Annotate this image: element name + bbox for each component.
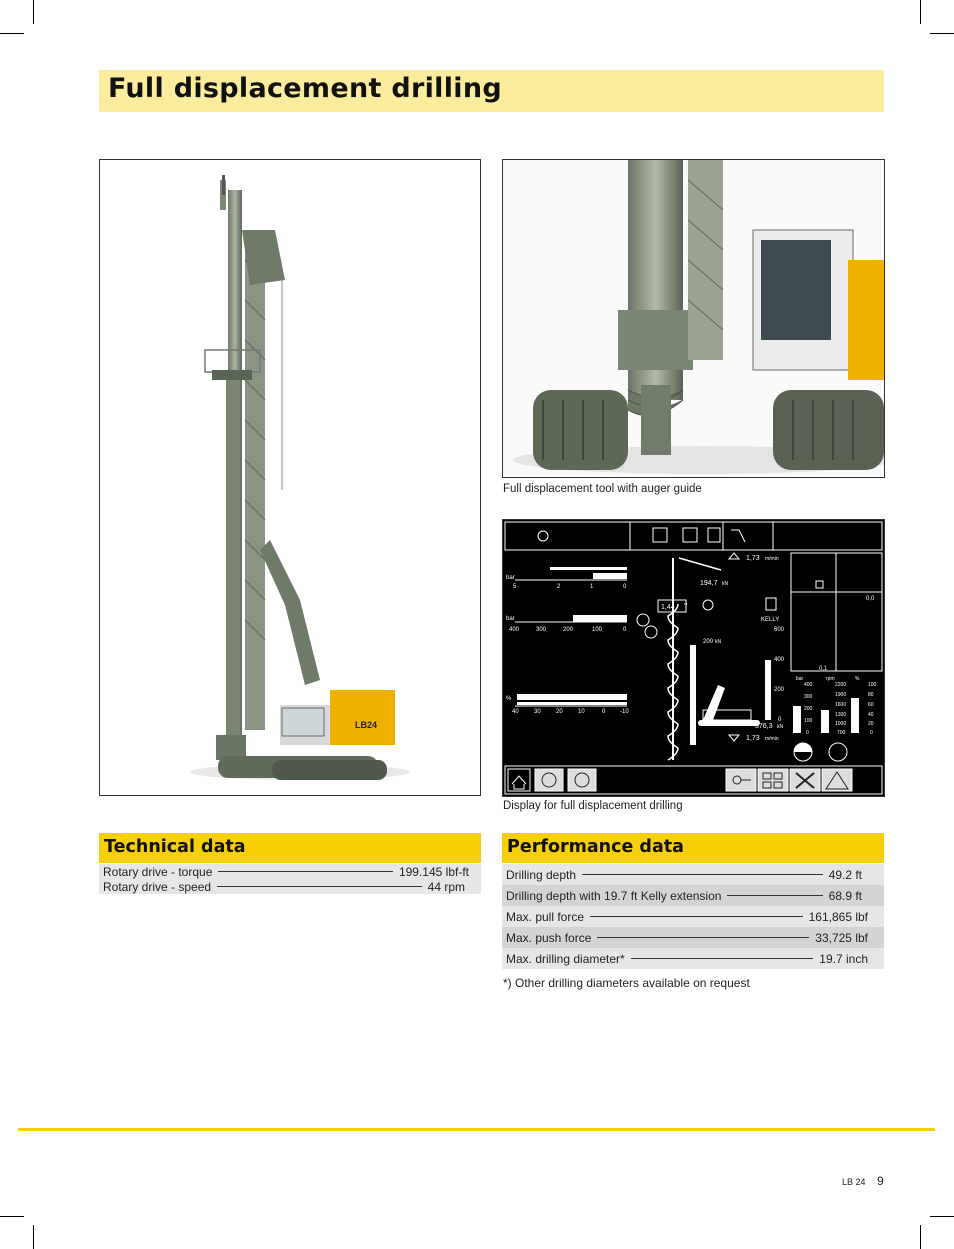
g3-tick: 0 bbox=[870, 730, 873, 736]
kn-tick: 400 bbox=[774, 657, 785, 663]
technical-label: Rotary drive - torque bbox=[103, 864, 213, 879]
performance-value: 49.2 ft bbox=[828, 867, 862, 882]
g2-tick: 1300 bbox=[835, 712, 847, 718]
scale3-tick: 30 bbox=[534, 709, 541, 715]
kelly-label: KELLY bbox=[761, 617, 780, 623]
scale1-tick: 0 bbox=[623, 584, 627, 590]
scale1-tick: 2 bbox=[557, 584, 561, 590]
speed-top-unit: m/min bbox=[765, 556, 779, 562]
force-bottom: 376,3 bbox=[755, 723, 773, 730]
displacement-tool-image bbox=[502, 159, 885, 478]
scale3-tick: 0 bbox=[602, 709, 606, 715]
performance-row bbox=[502, 906, 884, 927]
performance-row bbox=[502, 927, 884, 948]
scale1-unit: bar bbox=[506, 575, 515, 581]
technical-data-heading: Technical data bbox=[104, 837, 246, 857]
crop-mark bbox=[920, 1225, 921, 1249]
performance-label: Max. pull force bbox=[506, 909, 585, 924]
g1-tick: 200 bbox=[804, 706, 813, 712]
crop-mark bbox=[930, 33, 954, 34]
kn-tick: 0 bbox=[778, 717, 782, 723]
g3-tick: 60 bbox=[868, 702, 874, 708]
scale3-tick: 10 bbox=[578, 709, 585, 715]
performance-row bbox=[502, 885, 884, 906]
inclination-y: 0,1 bbox=[819, 666, 828, 672]
leader-line bbox=[582, 874, 823, 875]
g1-tick: 100 bbox=[804, 718, 813, 724]
kn-tick: 600 bbox=[774, 627, 785, 633]
leader-line bbox=[631, 958, 814, 959]
technical-row bbox=[99, 864, 481, 879]
drilling-rig-illustration bbox=[100, 160, 480, 795]
leader-line bbox=[727, 895, 822, 896]
leader-line bbox=[217, 886, 422, 887]
scale3-tick: 40 bbox=[512, 709, 519, 715]
performance-value: 68.9 ft bbox=[828, 888, 862, 903]
performance-data-header bbox=[502, 833, 884, 863]
tools-button[interactable] bbox=[790, 769, 820, 791]
key-button[interactable] bbox=[726, 769, 756, 791]
scale1-tick: 5 bbox=[513, 584, 517, 590]
g2-tick: 700 bbox=[837, 730, 846, 736]
speed-bottom-unit: m/min bbox=[765, 736, 779, 742]
depth-value: 1,44 bbox=[661, 604, 675, 611]
page-title-band bbox=[99, 70, 884, 112]
scale2-tick: 0 bbox=[623, 627, 627, 633]
speed-top: 1,73 bbox=[746, 555, 760, 562]
force-bottom-unit: kN bbox=[777, 724, 784, 730]
g3-tick: 20 bbox=[868, 721, 874, 727]
technical-row bbox=[99, 879, 481, 894]
g3-tick: 40 bbox=[868, 712, 874, 718]
crop-mark bbox=[0, 1216, 24, 1217]
scale2-unit: bar bbox=[506, 616, 515, 622]
scale2-tick: 100 bbox=[592, 627, 603, 633]
display-caption: Display for full displacement drilling bbox=[503, 800, 683, 812]
force-mid-unit: kN bbox=[715, 639, 722, 645]
crop-mark bbox=[33, 0, 34, 24]
control-display-screen bbox=[503, 520, 884, 796]
scale3-tick: -10 bbox=[620, 709, 629, 715]
warning-button[interactable] bbox=[822, 769, 852, 791]
g1-tick: 0 bbox=[806, 730, 809, 736]
g2-tick: 1900 bbox=[835, 692, 847, 698]
depth-unit: m bbox=[684, 601, 688, 606]
g1-tick: 300 bbox=[804, 694, 813, 700]
scale2-tick: 200 bbox=[563, 627, 574, 633]
performance-data-heading: Performance data bbox=[507, 837, 684, 857]
page-title: Full displacement drilling bbox=[108, 73, 502, 104]
tool-caption: Full displacement tool with auger guide bbox=[503, 483, 702, 495]
page-number: 9 bbox=[877, 1174, 884, 1188]
technical-value: 44 rpm bbox=[427, 879, 465, 894]
scale3-unit: % bbox=[506, 696, 512, 702]
g3-tick: 80 bbox=[868, 692, 874, 698]
displacement-tool-illustration bbox=[503, 160, 884, 477]
performance-value: 161,865 lbf bbox=[808, 909, 868, 924]
grid-button[interactable] bbox=[758, 769, 788, 791]
g2-tick: 1600 bbox=[835, 702, 847, 708]
performance-value: 19.7 inch bbox=[819, 951, 868, 966]
performance-row bbox=[502, 864, 884, 885]
leader-line bbox=[590, 916, 803, 917]
rig-model-label: LB24 bbox=[355, 720, 378, 730]
performance-footnote: *) Other drilling diameters available on request bbox=[503, 976, 750, 990]
performance-row bbox=[502, 948, 884, 969]
control-display bbox=[502, 519, 885, 797]
leader-line bbox=[218, 871, 393, 872]
engine-button[interactable] bbox=[535, 769, 563, 791]
footer-rule bbox=[18, 1128, 935, 1131]
gauge3-unit: % bbox=[855, 676, 860, 682]
scale3-tick: 20 bbox=[556, 709, 563, 715]
g1-tick: 400 bbox=[804, 682, 813, 688]
inclination-x: 0,0 bbox=[866, 596, 875, 602]
force-mid: 200 bbox=[703, 639, 714, 645]
scale2-tick: 400 bbox=[509, 627, 520, 633]
drilling-rig-image bbox=[99, 159, 481, 796]
g3-tick: 100 bbox=[868, 682, 877, 688]
g2-tick: 1000 bbox=[835, 721, 847, 727]
kn-tick: 200 bbox=[774, 687, 785, 693]
gauge2-unit: rpm bbox=[826, 676, 835, 682]
crop-mark bbox=[930, 1216, 954, 1217]
technical-label: Rotary drive - speed bbox=[103, 879, 212, 894]
performance-value: 33,725 lbf bbox=[815, 930, 868, 945]
speed-bottom: 1,73 bbox=[746, 735, 760, 742]
crop-mark bbox=[0, 33, 24, 34]
footer-model: LB 24 bbox=[842, 1177, 866, 1187]
performance-label: Drilling depth bbox=[506, 867, 577, 882]
performance-label: Max. drilling diameter* bbox=[506, 951, 625, 966]
force-top: 194,7 bbox=[700, 580, 718, 587]
crop-mark bbox=[33, 1225, 34, 1249]
crop-mark bbox=[920, 0, 921, 24]
timer-button[interactable] bbox=[568, 769, 596, 791]
g2-tick: 2200 bbox=[835, 682, 847, 688]
gauge1-unit: bar bbox=[796, 676, 804, 682]
technical-data-header bbox=[99, 833, 481, 863]
scale2-tick: 300 bbox=[536, 627, 547, 633]
scale1-tick: 1 bbox=[590, 584, 594, 590]
technical-value: 199.145 lbf-ft bbox=[398, 864, 469, 879]
performance-label: Max. push force bbox=[506, 930, 592, 945]
force-top-unit: kN bbox=[722, 581, 729, 587]
leader-line bbox=[597, 937, 809, 938]
performance-label: Drilling depth with 19.7 ft Kelly extension bbox=[506, 888, 722, 903]
